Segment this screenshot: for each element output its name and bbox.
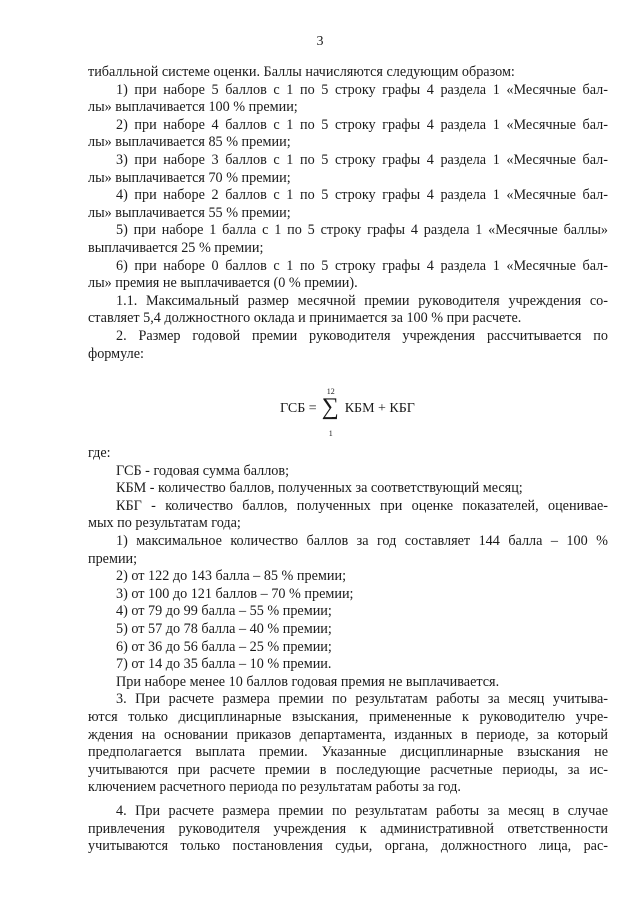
range-item: 5) от 57 до 78 балла – 40 % премии; [116,621,332,638]
list-item: 1) при наборе 5 баллов с 1 по 5 строку графы 4 раздела 1 «Месячные бал- [116,81,608,98]
list-item-cont: лы» выплачивается 100 % премии; [88,99,298,116]
sum-upper-limit: 12 [326,387,335,397]
definition-kbg: КБГ - количество баллов, полученных при оценке показателей, оценивае- [116,497,608,514]
paragraph-line: ются только дисциплинарные взыскания, примененные к руководителю учре- [88,709,608,725]
list-item: 6) при наборе 0 баллов с 1 по 5 строку графы 4 раздела 1 «Месячные бал- [116,257,608,274]
list-item: 4) при наборе 2 баллов с 1 по 5 строку графы 4 раздела 1 «Месячные бал- [116,187,608,204]
paragraph-line: предполагается выплата премии. Указанные дисциплинарные взыскания не [88,744,608,761]
paragraph-line: ключением расчетного периода по результатам работы за год. [88,779,461,796]
list-item: 2) при наборе 4 баллов с 1 по 5 строку графы 4 раздела 1 «Месячные бал- [116,116,608,133]
paragraph-line: привлечения руководителя учреждения к административной ответственности [88,820,608,837]
paragraph-2: 2. Размер годовой премии руководителя учреждения рассчитывается по [116,327,608,344]
range-item: 3) от 100 до 121 баллов – 70 % премии; [116,585,354,602]
definition-kbm: КБМ - количество баллов, полученных за соответствующий месяц; [116,480,523,497]
list-item-cont: выплачивается 25 % премии; [88,239,264,256]
list-item-cont: лы» выплачивается 70 % премии; [88,169,291,186]
sum-sign [320,387,342,439]
list-item: 5) при наборе 1 балла с 1 по 5 строку графы 4 раздела 1 «Месячные баллы» [116,222,608,239]
range-item: 7) от 14 до 35 балла – 10 % премии. [116,656,332,673]
paragraph-4 [88,803,608,856]
page-number: 3 [316,34,324,49]
intro-line: тибалльной системе оценки. Баллы начисляются следующим образом: [88,64,515,80]
list-item-cont: лы» выплачивается 55 % премии; [88,204,291,221]
formula [280,387,415,439]
list-item-cont: лы» выплачивается 85 % премии; [88,134,291,151]
sum-lower-limit: 1 [328,429,333,439]
formula-rhs: КБМ + КБГ [344,401,415,417]
formula-lhs: ГСБ = [280,401,317,417]
list-item-cont: лы» премия не выплачивается (0 % премии). [88,275,358,292]
annual-ranges-list [88,533,608,674]
paragraph-line: 4. При расчете размера премии по результатам работы за месяц в случае [116,802,608,819]
list-item: 3) при наборе 3 баллов с 1 по 5 строку графы 4 раздела 1 «Месячные бал- [116,151,608,168]
document-body [88,64,608,856]
range-item: 4) от 79 до 99 балла – 55 % премии; [116,603,332,620]
range-item: 2) от 122 до 143 балла – 85 % премии; [116,568,347,585]
definition-kbg-cont: мых по результатам года; [88,515,241,532]
paragraph-line: ждения на основании приказов департамента, изданных в периоде, за который [88,726,608,743]
definition-gsb: ГСБ - годовая сумма баллов; [116,462,290,479]
less-than-10-note: При наборе менее 10 баллов годовая премия не выплачивается. [116,673,500,690]
sigma-symbol: ∑ [321,394,339,421]
formula-block [88,363,608,445]
range-item: 6) от 36 до 56 балла – 25 % премии; [116,638,332,655]
range-item-cont: премии; [88,550,138,567]
paragraph-line: учитываются при расчете премии в последующие расчетные периоды, за ис- [88,761,608,778]
paragraph-1-1-cont: ставляет 5,4 должностного оклада и принимается за 100 % при расчете. [88,310,522,327]
paragraph-line: 3. При расчете размера премии по результатам работы за месяц учитыва- [116,691,608,708]
paragraph-line: учитываются только постановления судьи, органа, должностного лица, рас- [88,838,608,855]
paragraph-3 [88,691,608,797]
range-item: 1) максимальное количество баллов за год составляет 144 балла – 100 % [116,533,608,550]
where-label: где: [88,445,111,462]
monthly-list [88,82,608,293]
paragraph-2-cont: формуле: [88,345,144,362]
paragraph-1-1: 1.1. Максимальный размер месячной премии руководителя учреждения со- [116,292,608,309]
